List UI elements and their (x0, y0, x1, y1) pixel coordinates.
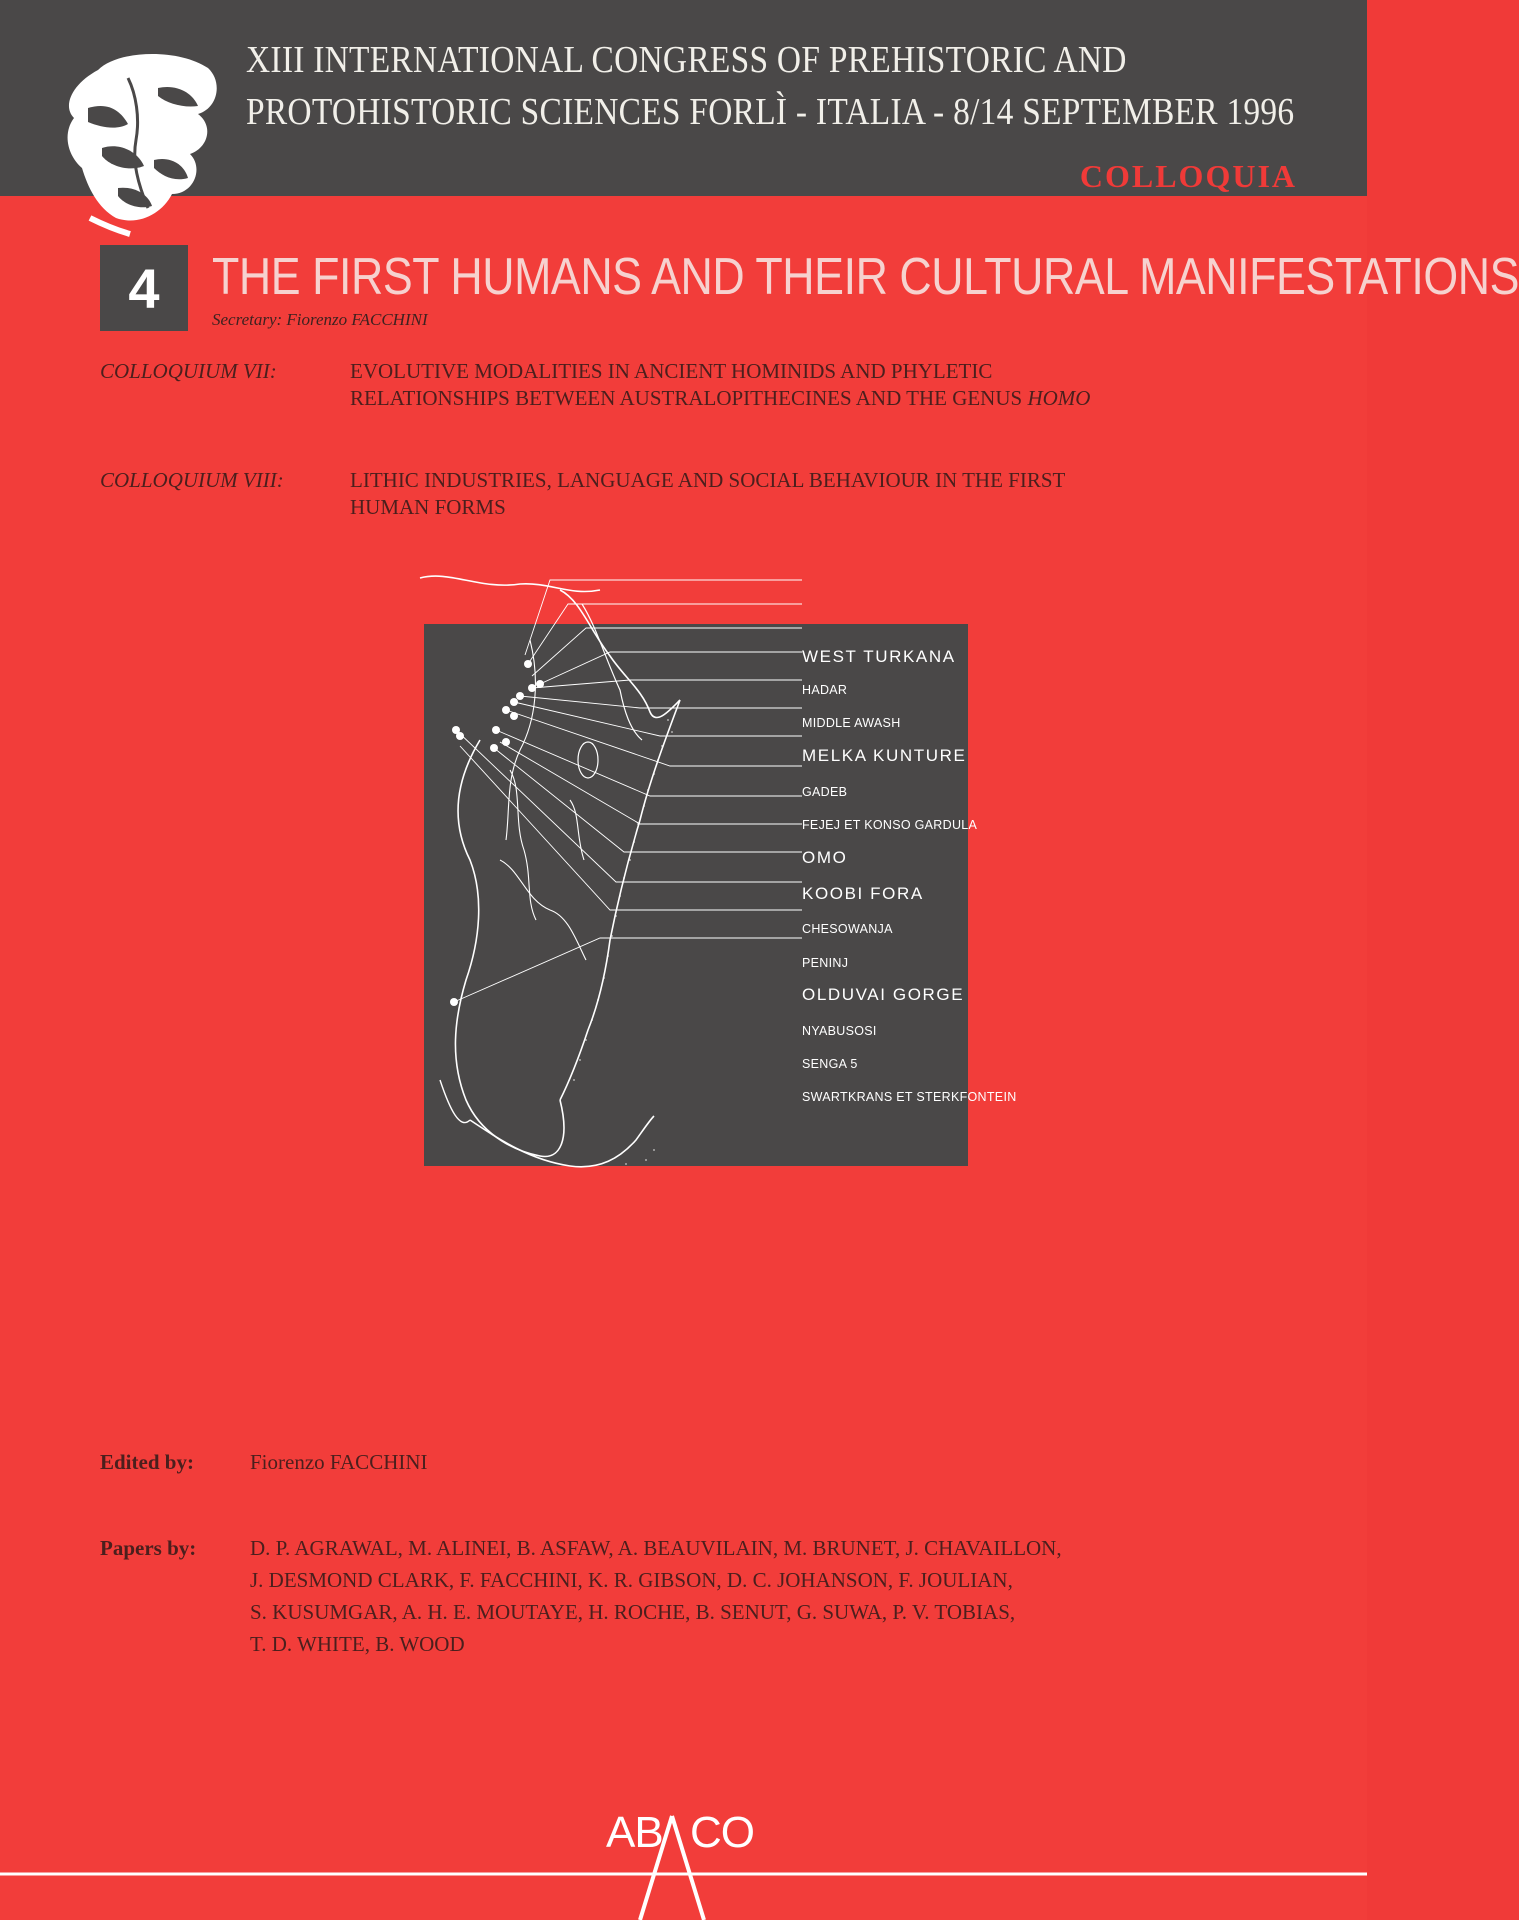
genus-homo: HOMO (1027, 386, 1091, 410)
congress-title-line2: PROTOHISTORIC SCIENCES FORLÌ - ITALIA - 8/14 SEPTEMBER 1996 (246, 91, 1295, 133)
site-label: OMO (802, 848, 848, 867)
congress-title (246, 34, 1295, 138)
colloquium-vii-label: COLLOQUIUM VII: (100, 359, 277, 383)
site-label: WEST TURKANA (802, 647, 956, 666)
colloquium-viii-label: COLLOQUIUM VIII: (100, 468, 284, 492)
site-label: GADEB (802, 785, 848, 799)
site-label: OLDUVAI GORGE (802, 985, 965, 1004)
secretary-line: Secretary: Fiorenzo FACCHINI (212, 310, 428, 329)
papers-by-label: Papers by: (100, 1536, 197, 1560)
site-label: PENINJ (802, 956, 849, 970)
authors-line: J. DESMOND CLARK, F. FACCHINI, K. R. GIBSON, D. C. JOHANSON, F. JOULIAN, (250, 1568, 1013, 1592)
congress-logo-icon (58, 48, 226, 236)
authors-list (250, 1532, 1400, 1660)
authors-line: D. P. AGRAWAL, M. ALINEI, B. ASFAW, A. BEAUVILAIN, M. BRUNET, J. CHAVAILLON, (250, 1536, 1062, 1560)
colloquium-vii-line2: RELATIONSHIPS BETWEEN AUSTRALOPITHECINES AND THE GENUS HOMO (350, 386, 1091, 410)
colloquium-viii-line1: LITHIC INDUSTRIES, LANGUAGE AND SOCIAL BEHAVIOUR IN THE FIRST (350, 468, 1066, 492)
congress-title-line1: XIII INTERNATIONAL CONGRESS OF PREHISTORIC AND (246, 39, 1127, 81)
colloquium-viii-title (350, 467, 1350, 521)
site-label: KOOBI FORA (802, 884, 924, 903)
series-label: COLLOQUIA (1079, 158, 1297, 194)
authors-line: T. D. WHITE, B. WOOD (250, 1632, 465, 1656)
volume-title: THE FIRST HUMANS AND THEIR CULTURAL MANIFESTATIONS (212, 248, 1519, 306)
colloquium-vii-line1: EVOLUTIVE MODALITIES IN ANCIENT HOMINIDS AND PHYLETIC (350, 359, 993, 383)
site-label: SENGA 5 (802, 1057, 858, 1071)
publisher-logo-icon (0, 1812, 1367, 1920)
volume-number: 4 (100, 245, 188, 331)
colloquium-viii-line2: HUMAN FORMS (350, 495, 506, 519)
africa-map (410, 560, 1060, 1200)
site-label: FEJEJ ET KONSO GARDULA (802, 818, 978, 832)
editor-name: Fiorenzo FACCHINI (250, 1450, 428, 1474)
site-label: NYABUSOSI (802, 1024, 877, 1038)
site-label: SWARTKRANS ET STERKFONTEIN (802, 1090, 1017, 1104)
publisher-name-left: AB (606, 1808, 663, 1857)
site-label: CHESOWANJA (802, 922, 893, 936)
edited-by-label: Edited by: (100, 1450, 194, 1474)
authors-line: S. KUSUMGAR, A. H. E. MOUTAYE, H. ROCHE, B. SENUT, G. SUWA, P. V. TOBIAS, (250, 1600, 1016, 1624)
colloquium-vii-title (350, 358, 1350, 412)
site-label: MELKA KUNTURE (802, 746, 967, 765)
site-label: HADAR (802, 683, 848, 697)
publisher-name-right: CO (690, 1808, 754, 1857)
site-label: MIDDLE AWASH (802, 716, 901, 730)
